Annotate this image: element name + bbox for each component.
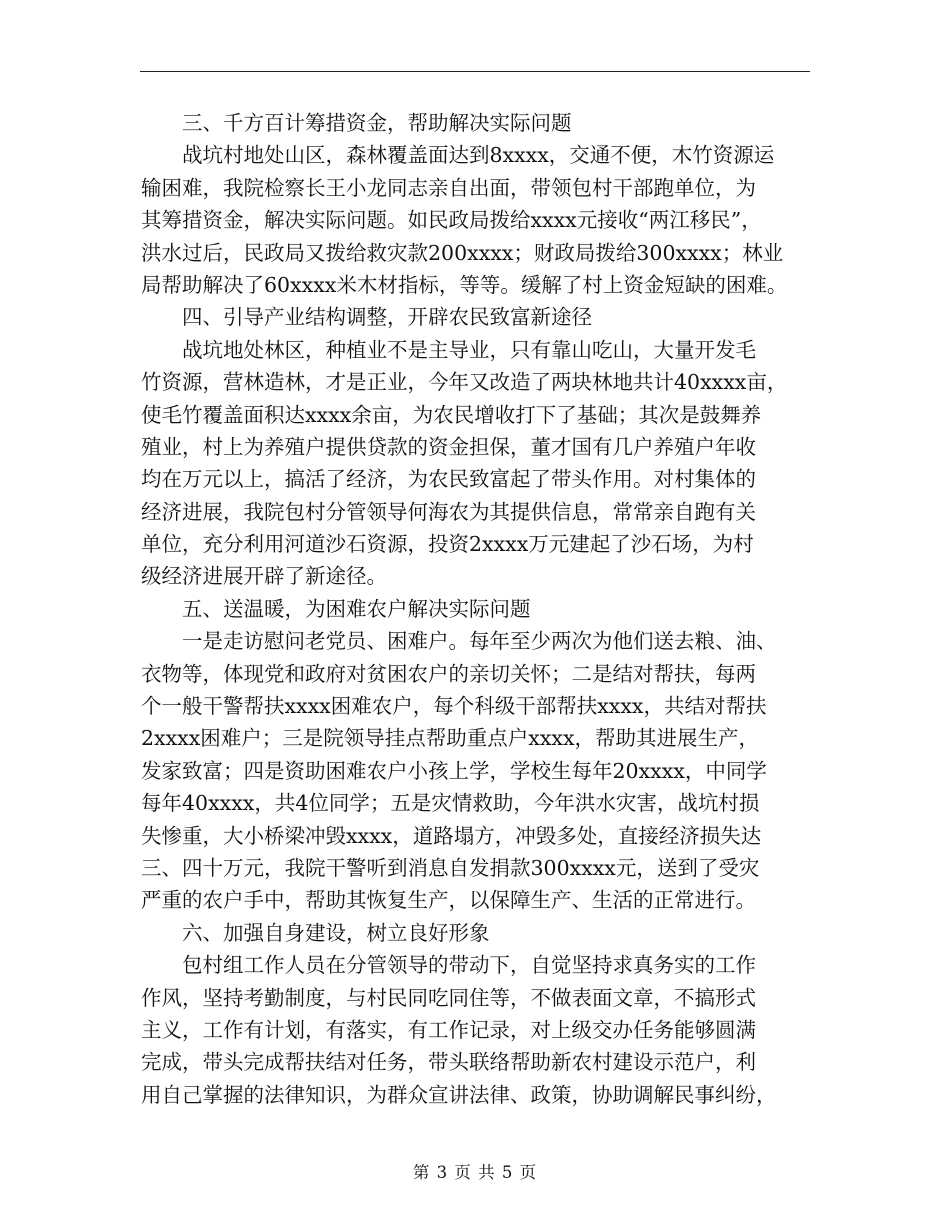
paragraph-line: 失惨重，大小桥梁冲毁xxxx，道路塌方，冲毁多处，直接经济损失达 [141,823,762,848]
paragraph-line: 三、四十万元，我院干警听到消息自发捐款300xxxx元，送到了受灾 [141,855,760,880]
paragraph-line: 主义，工作有计划，有落实，有工作记录，对上级交办任务能够圆满 [141,1017,756,1042]
paragraph-line: 经济进展，我院包村分管领导何海农为其提供信息，常常亲自跑有关 [141,499,756,524]
section-heading: 四、引导产业结构调整，开辟农民致富新途径 [182,305,592,330]
paragraph-line: 2xxxx困难户；三是院领导挂点帮助重点户xxxx，帮助其进展生产， [141,726,760,751]
paragraph-line: 洪水过后，民政局又拨给救灾款200xxxx；财政局拨给300xxxx；林业 [141,240,784,265]
paragraph-line: 其筹措资金，解决实际问题。如民政局拨给xxxx元接收“两江移民”， [141,208,762,233]
section-heading: 五、送温暖，为困难农户解决实际问题 [182,596,531,621]
paragraph-line: 战坑地处林区，种植业不是主导业，只有靠山吃山，大量开发毛 [182,337,756,362]
paragraph-line: 发家致富；四是资助困难农户小孩上学，学校生每年20xxxx，中同学 [141,758,767,783]
paragraph-line: 单位，充分利用河道沙石资源，投资2xxxx万元建起了沙石场，为村 [141,532,754,557]
paragraph-line: 战坑村地处山区，森林覆盖面达到8xxxx，交通不便，木竹资源运 [182,143,775,168]
paragraph-line: 个一般干警帮扶xxxx困难农户，每个科级干部帮扶xxxx，共结对帮扶 [141,694,767,719]
paragraph-line: 衣物等，体现党和政府对贫困农户的亲切关怀；二是结对帮扶，每两 [141,661,756,686]
paragraph-line: 作风，坚持考勤制度，与村民同吃同住等，不做表面文章，不搞形式 [141,985,756,1010]
paragraph-line: 严重的农户手中，帮助其恢复生产，以保障生产、生活的正常进行。 [141,888,756,913]
paragraph-line: 竹资源，营林造林，才是正业，今年又改造了两块林地共计40xxxx亩， [141,370,788,395]
paragraph-line: 使毛竹覆盖面积达xxxx余亩，为农民增收打下了基础；其次是鼓舞养 [141,402,762,427]
section-heading: 六、加强自身建设，树立良好形象 [182,920,490,945]
paragraph-line: 用自己掌握的法律知识，为群众宣讲法律、政策，协助调解民事纠纷， [141,1082,777,1107]
paragraph-line: 级经济进展开辟了新途径。 [141,564,387,589]
paragraph-line: 均在万元以上，搞活了经济，为农民致富起了带头作用。对村集体的 [141,467,756,492]
paragraph-line: 一是走访慰问老党员、困难户。每年至少两次为他们送去粮、油、 [182,629,777,654]
paragraph-line: 输困难，我院检察长王小龙同志亲自出面，带领包村干部跑单位，为 [141,175,756,200]
paragraph-line: 殖业，村上为养殖户提供贷款的资金担保，董才国有几户养殖户年收 [141,434,756,459]
paragraph-line: 完成，带头完成帮扶结对任务，带头联络帮助新农村建设示范户，利 [141,1050,756,1075]
paragraph-line: 包村组工作人员在分管领导的带动下，自觉坚持求真务实的工作 [182,953,756,978]
page-number-footer: 第 3 页 共 5 页 [412,1163,538,1182]
document-body [141,107,813,1111]
section-heading: 三、千方百计筹措资金，帮助解决实际问题 [182,111,572,135]
paragraph-line: 每年40xxxx，共4位同学；五是灾情救助，今年洪水灾害，战坑村损 [141,791,760,816]
header-rule [140,71,810,72]
paragraph-line: 局帮助解决了60xxxx米木材指标，等等。缓解了村上资金短缺的困难。 [141,272,788,297]
